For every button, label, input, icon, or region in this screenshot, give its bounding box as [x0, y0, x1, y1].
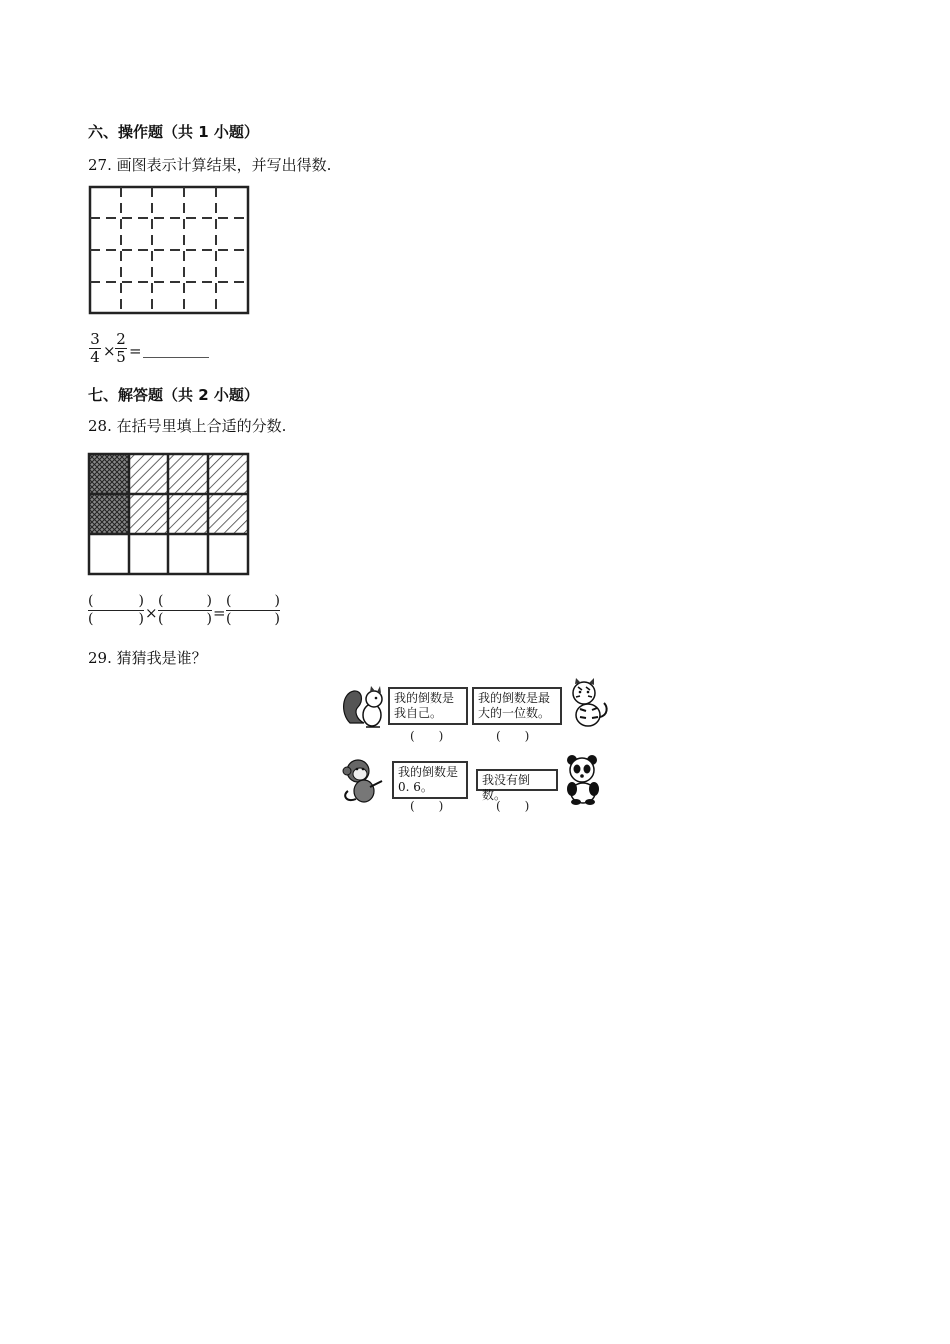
paren-open: ( — [226, 593, 232, 609]
times-sign: × — [103, 342, 116, 360]
bubble-line: 大的一位数。 — [478, 706, 551, 720]
numerator: 3 — [90, 330, 100, 348]
speech-bubble-4 — [476, 769, 558, 802]
panda-icon — [560, 753, 610, 805]
paren-close: ) — [206, 593, 212, 609]
blank-fraction-2[interactable] — [158, 593, 212, 635]
paren-open: ( — [88, 593, 94, 609]
times-sign: × — [145, 604, 158, 622]
answer-blank-tiger[interactable]: ( ) — [496, 729, 530, 743]
tiger-icon — [564, 677, 612, 729]
answer-blank-monkey[interactable]: ( ) — [410, 799, 444, 813]
answer-blank-panda[interactable]: ( ) — [496, 799, 530, 813]
bubble-line: 我没有倒数。 — [482, 773, 531, 802]
question-29-text: 29. 猜猜我是谁？ — [88, 649, 207, 667]
paren-close: ) — [274, 593, 280, 609]
bubble-line: 我自己。 — [394, 706, 443, 720]
shaded-grid-figure-28 — [87, 452, 251, 576]
blank-fraction-3[interactable] — [226, 593, 280, 635]
paren-close: ) — [206, 611, 212, 627]
paren-open: ( — [88, 611, 94, 627]
fraction-3-4 — [89, 331, 101, 366]
speech-bubble-1 — [388, 687, 468, 725]
paren-close: ) — [274, 611, 280, 627]
paren-close: ) — [138, 611, 144, 627]
squirrel-icon — [340, 683, 388, 729]
paren-open: ( — [226, 611, 232, 627]
guess-who-illustration — [338, 675, 614, 817]
fraction-2-5 — [115, 331, 127, 366]
section-heading-6: 六、操作题（共 1 小题） — [88, 123, 259, 141]
answer-blank-27[interactable] — [143, 357, 209, 358]
bubble-line: 我的倒数是 — [394, 691, 455, 705]
paren-open: ( — [158, 593, 164, 609]
monkey-icon — [340, 755, 390, 805]
question-28-text: 28. 在括号里填上合适的分数. — [88, 417, 287, 435]
paren-open: ( — [158, 611, 164, 627]
section-heading-7: 七、解答题（共 2 小题） — [88, 386, 259, 404]
speech-bubble-2 — [472, 687, 562, 725]
blank-fraction-1[interactable] — [88, 593, 144, 635]
grid-figure-27 — [88, 185, 256, 321]
answer-blank-squirrel[interactable]: ( ) — [410, 729, 444, 743]
equals-sign: = — [213, 604, 226, 622]
bubble-line: 我的倒数是 — [398, 765, 459, 779]
denominator: 5 — [116, 348, 126, 366]
question-27-text: 27. 画图表示计算结果，并写出得数. — [88, 156, 332, 174]
numerator: 2 — [116, 330, 126, 348]
bubble-line: 0. 6。 — [398, 780, 433, 794]
speech-bubble-3 — [392, 761, 468, 799]
denominator: 4 — [90, 348, 100, 366]
bubble-line: 我的倒数是最 — [478, 691, 551, 705]
equals-sign: = — [129, 342, 142, 360]
paren-close: ) — [138, 593, 144, 609]
